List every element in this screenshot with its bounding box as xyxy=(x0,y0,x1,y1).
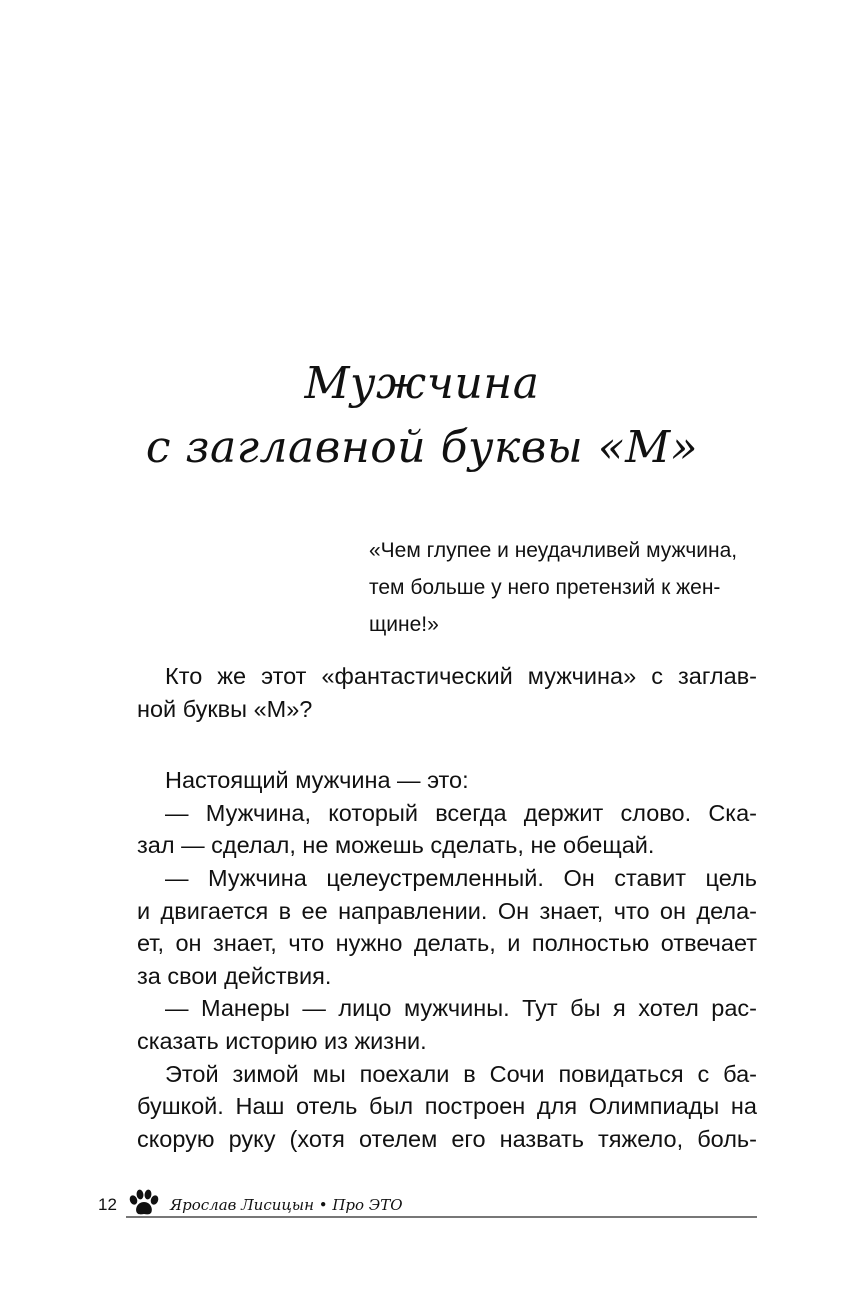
page-footer xyxy=(0,1188,844,1228)
text-line: зал — сделал, не можешь сделать, не обещай. xyxy=(137,832,655,859)
chapter-title-line-1: Мужчина xyxy=(304,358,540,409)
epigraph-line: «Чем глупее и неудачливей мужчина, xyxy=(369,539,738,562)
text-line: ет, он знает, что нужно делать, и полностью отвечает xyxy=(137,930,757,957)
chapter-title-line-2: с заглавной буквы «М» xyxy=(145,422,699,473)
text-line: Настоящий мужчина — это: xyxy=(165,767,469,794)
paw-print-icon xyxy=(127,1188,161,1218)
paragraph-question xyxy=(137,660,757,725)
paragraph-manners xyxy=(137,992,757,1057)
running-head: Ярослав Лисицын • Про ЭТО xyxy=(170,1196,403,1214)
paragraph-sochi-story xyxy=(137,1058,757,1156)
page-number: 12 xyxy=(98,1195,117,1214)
text-line: ной буквы «М»? xyxy=(137,695,313,722)
epigraph xyxy=(369,532,757,643)
epigraph-line: тем больше у него претензий к жен- xyxy=(369,576,721,599)
text-line: — Манеры — лицо мужчины. Тут бы я хотел рас- xyxy=(165,995,757,1022)
footer-divider xyxy=(126,1216,757,1218)
paragraph-spacer xyxy=(137,725,757,764)
paragraph-purposeful xyxy=(137,862,757,992)
text-line: — Мужчина, который всегда держит слово. Ска- xyxy=(165,799,757,826)
text-line: Кто же этот «фантастический мужчина» с заглав- xyxy=(165,663,757,689)
chapter-title xyxy=(0,352,844,480)
paragraph-keeps-word xyxy=(137,797,757,862)
text-line: Этой зимой мы поехали в Сочи повидаться с ба- xyxy=(165,1060,757,1087)
text-line: за свои действия. xyxy=(137,962,332,989)
paragraph-definition-intro xyxy=(137,764,757,797)
text-line: скорую руку (хотя отелем его назвать тяжело, боль- xyxy=(137,1125,757,1152)
text-line: бушкой. Наш отель был построен для Олимпиады на xyxy=(137,1093,757,1120)
body-text xyxy=(137,660,757,1155)
text-line: и двигается в ее направлении. Он знает, что он дела- xyxy=(137,897,757,924)
text-line: сказать историю из жизни. xyxy=(137,1027,427,1054)
text-line: — Мужчина целеустремленный. Он ставит цель xyxy=(165,864,757,891)
epigraph-line: щине!» xyxy=(369,613,439,636)
